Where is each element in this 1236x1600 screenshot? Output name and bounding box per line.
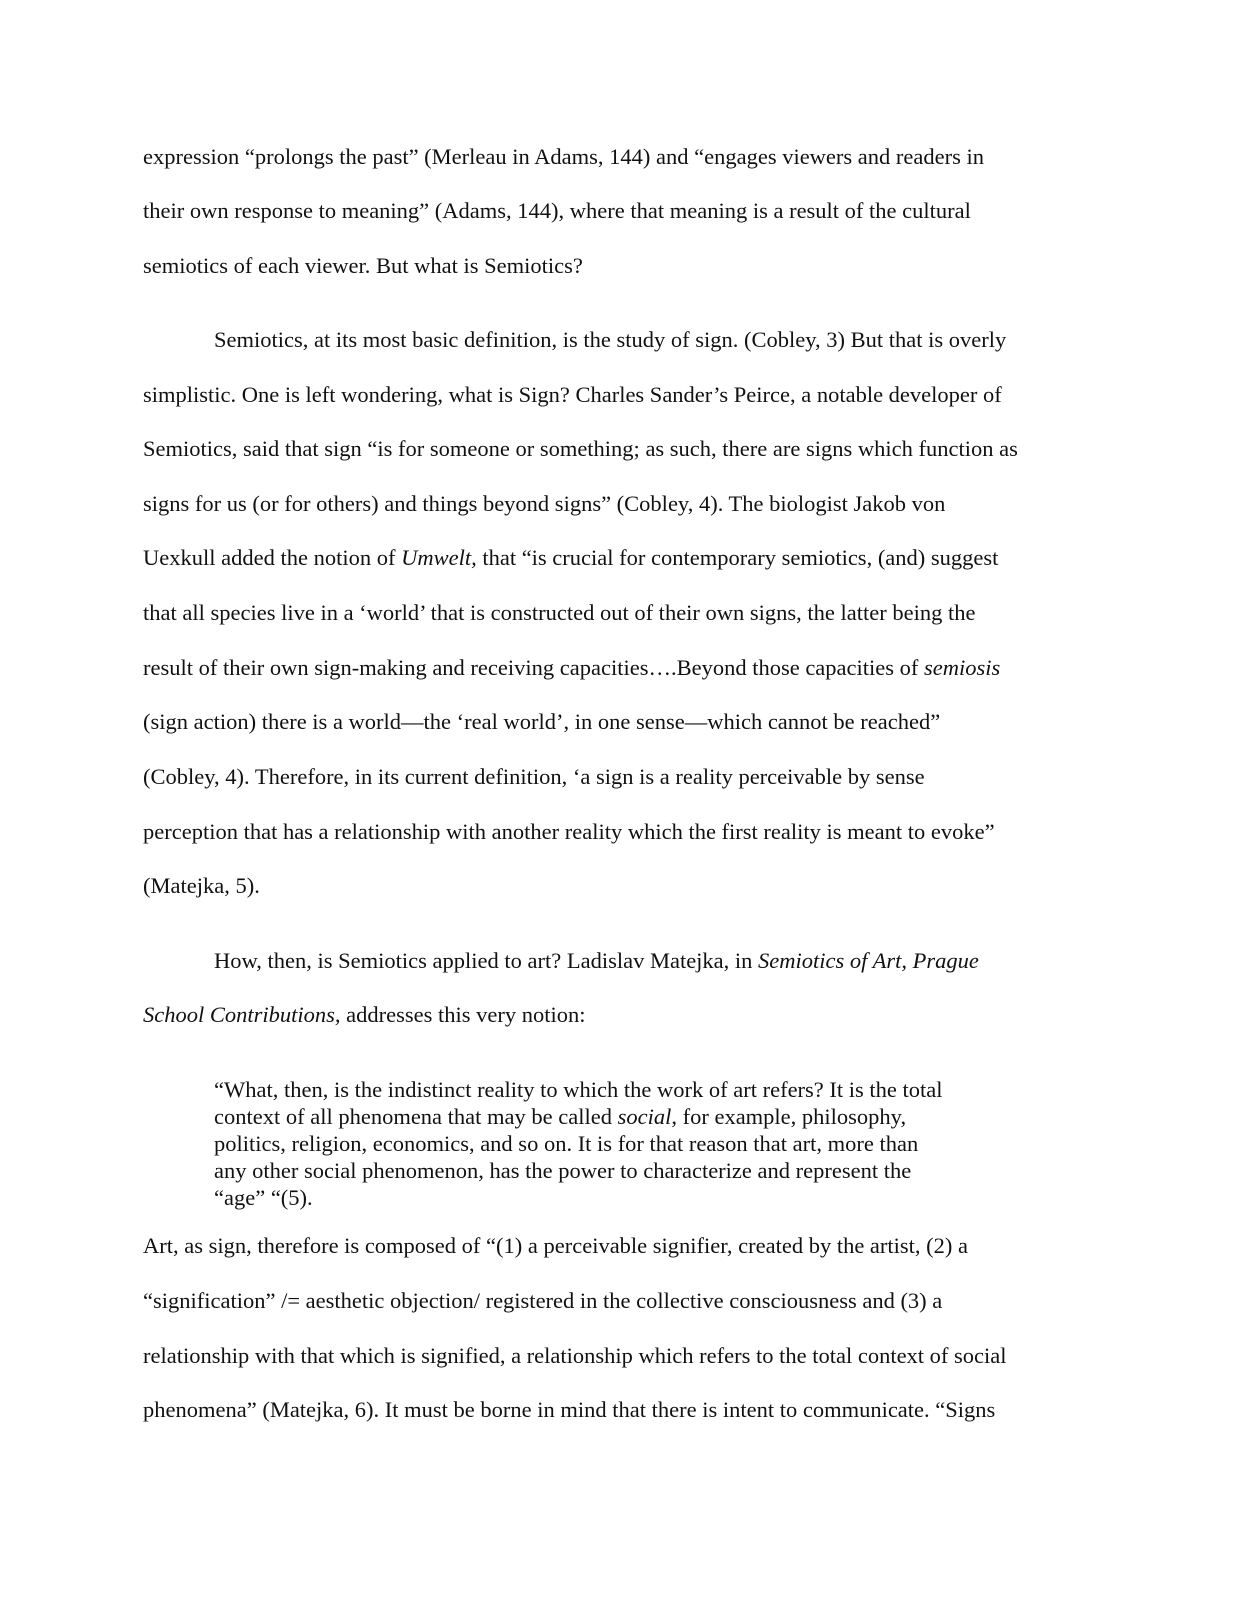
text-line: “signification” /= aesthetic objection/ registered in the collective consciousness and (3) a <box>143 1288 943 1313</box>
text-line: that all species live in a ‘world’ that is constructed out of their own signs, the latter being the <box>143 600 976 625</box>
text-line: phenomena” (Matejka, 6). It must be borne in mind that there is intent to communicate. “Signs <box>143 1397 996 1422</box>
text-line: (Cobley, 4). Therefore, in its current definition, ‘a sign is a reality perceivable by sense <box>143 764 925 789</box>
text-line: Art, as sign, therefore is composed of “(1) a perceivable signifier, created by the artist, (2) a <box>143 1233 969 1258</box>
text-line: Semiotics, said that sign “is for someone or something; as such, there are signs which function as <box>143 436 1018 461</box>
quote-line: politics, religion, economics, and so on. It is for that reason that art, more than <box>214 1131 919 1156</box>
quote-line: “What, then, is the indistinct reality to which the work of art refers? It is the total <box>214 1077 943 1102</box>
text-line: School Contributions, addresses this very notion: <box>143 1002 586 1027</box>
quote-line: “age” “(5). <box>214 1185 313 1210</box>
text-line: Uexkull added the notion of Umwelt, that “is crucial for contemporary semiotics, (and) suggest <box>143 545 999 570</box>
text-line: expression “prolongs the past” (Merleau in Adams, 144) and “engages viewers and readers in <box>143 144 984 169</box>
text-line: perception that has a relationship with another reality which the first reality is meant to evoke” <box>143 819 995 844</box>
text-line: (Matejka, 5). <box>143 873 260 898</box>
text-line: (sign action) there is a world—the ‘real world’, in one sense—which cannot be reached” <box>143 709 941 734</box>
quote-line: context of all phenomena that may be called social, for example, philosophy, <box>214 1104 907 1129</box>
text-line: Semiotics, at its most basic definition, is the study of sign. (Cobley, 3) But that is overly <box>214 327 1007 352</box>
text-line: relationship with that which is signified, a relationship which refers to the total context of social <box>143 1343 1007 1368</box>
text-line: semiotics of each viewer. But what is Semiotics? <box>143 253 583 278</box>
quote-line: any other social phenomenon, has the power to characterize and represent the <box>214 1158 912 1183</box>
text-line: their own response to meaning” (Adams, 144), where that meaning is a result of the cultural <box>143 198 971 223</box>
text-line: How, then, is Semiotics applied to art? Ladislav Matejka, in Semiotics of Art, Prague <box>214 948 979 973</box>
text-line: signs for us (or for others) and things beyond signs” (Cobley, 4). The biologist Jakob von <box>143 491 946 516</box>
text-line: simplistic. One is left wondering, what is Sign? Charles Sander’s Peirce, a notable developer of <box>143 382 1002 407</box>
text-line: result of their own sign-making and receiving capacities….Beyond those capacities of semiosis <box>143 655 1001 680</box>
